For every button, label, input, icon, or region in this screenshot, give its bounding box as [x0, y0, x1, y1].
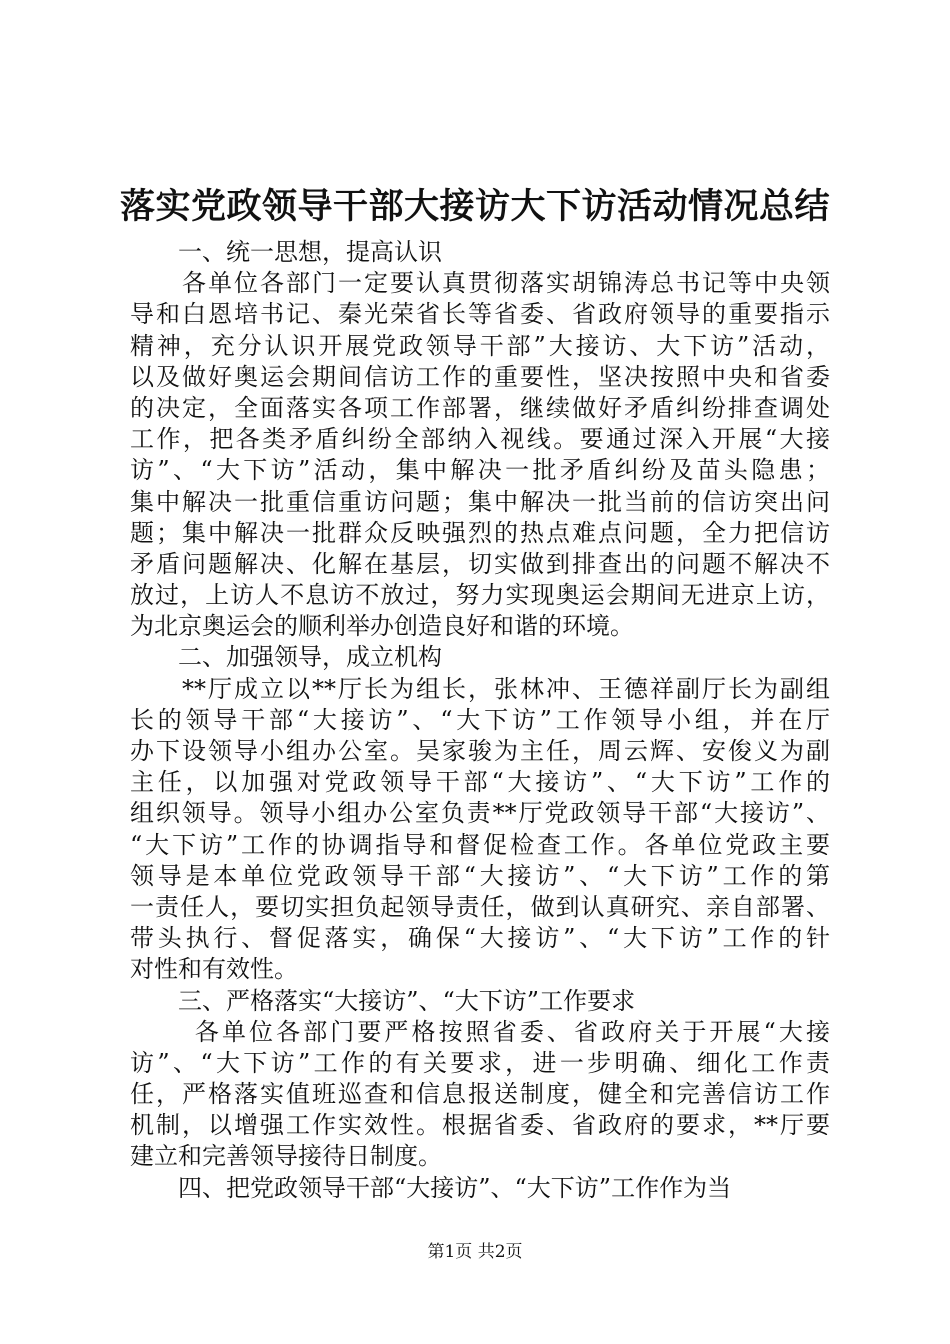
- text-line: 任，严格落实值班巡查和信息报送制度，健全和完善信访工作: [130, 1080, 830, 1109]
- text-line: 长的领导干部“大接访”、“大下访”工作领导小组，并在厅: [130, 705, 830, 734]
- text-line: 精神，充分认识开展党政领导干部”大接访、大下访”活动，: [130, 331, 830, 360]
- text-line: 矛盾问题解决、化解在基层，切实做到排查出的问题不解决不: [130, 549, 830, 578]
- text-line: 访”、“大下访”工作的有关要求，进一步明确、细化工作责: [130, 1048, 830, 1077]
- text-line: 的决定，全面落实各项工作部署，继续做好矛盾纠纷排查调处: [130, 393, 830, 422]
- text-line: 访”、“大下访”活动，集中解决一批矛盾纠纷及苗头隐患；: [130, 456, 830, 485]
- text-line: 题；集中解决一批群众反映强烈的热点难点问题，全力把信访: [130, 518, 830, 547]
- document-title: 落实党政领导干部大接访大下访活动情况总结: [119, 186, 830, 227]
- text-line: 组织领导。领导小组办公室负责**厅党政领导干部“大接访”、: [130, 799, 830, 828]
- text-line: 主任，以加强对党政领导干部“大接访”、“大下访”工作的: [130, 768, 830, 797]
- text-line: 各单位各部门要严格按照省委、省政府关于开展“大接: [130, 1017, 830, 1046]
- text-line: 对性和有效性。: [130, 955, 298, 984]
- text-line: “大下访”工作的协调指导和督促检查工作。各单位党政主要: [130, 830, 830, 859]
- text-line: 办下设领导小组办公室。吴家骏为主任，周云辉、安俊义为副: [130, 737, 830, 765]
- text-line: 一责任人，要切实担负起领导责任，做到认真研究、亲自部署、: [130, 892, 830, 921]
- text-line: 放过，上访人不息访不放过，努力实现奥运会期间无进京上访，: [130, 581, 830, 610]
- text-line: 机制，以增强工作实效性。根据省委、省政府的要求，**厅要: [130, 1111, 830, 1140]
- text-line: 为北京奥运会的顺利举办创造良好和谐的环境。: [130, 612, 634, 641]
- section-heading: 二、加强领导，成立机构: [178, 643, 442, 672]
- text-line: 四、把党政领导干部“大接访”、“大下访”工作作为当: [130, 1173, 732, 1202]
- section-heading: 一、统一思想，提高认识: [178, 238, 442, 266]
- text-line: 导和白恩培书记、秦光荣省长等省委、省政府领导的重要指示: [130, 300, 830, 329]
- text-line: 各单位各部门一定要认真贯彻落实胡锦涛总书记等中央领: [130, 269, 830, 298]
- section-heading: 三、严格落实“大接访”、“大下访”工作要求: [178, 986, 636, 1015]
- text-line: 带头执行、督促落实，确保“大接访”、“大下访”工作的针: [130, 924, 830, 953]
- text-line: 领导是本单位党政领导干部“大接访”、“大下访”工作的第: [130, 861, 830, 890]
- text-line: **厅成立以**厅长为组长，张林冲、王德祥副厅长为副组: [130, 674, 830, 703]
- text-line: 集中解决一批重信重访问题；集中解决一批当前的信访突出问: [130, 487, 830, 516]
- text-line: 建立和完善领导接待日制度。: [130, 1142, 442, 1171]
- page-footer: 第1页 共2页: [427, 1242, 523, 1262]
- document-body: [130, 237, 830, 1204]
- text-line: 以及做好奥运会期间信访工作的重要性，坚决按照中央和省委: [130, 362, 830, 391]
- text-line: 工作，把各类矛盾纠纷全部纳入视线。要通过深入开展“大接: [130, 425, 830, 454]
